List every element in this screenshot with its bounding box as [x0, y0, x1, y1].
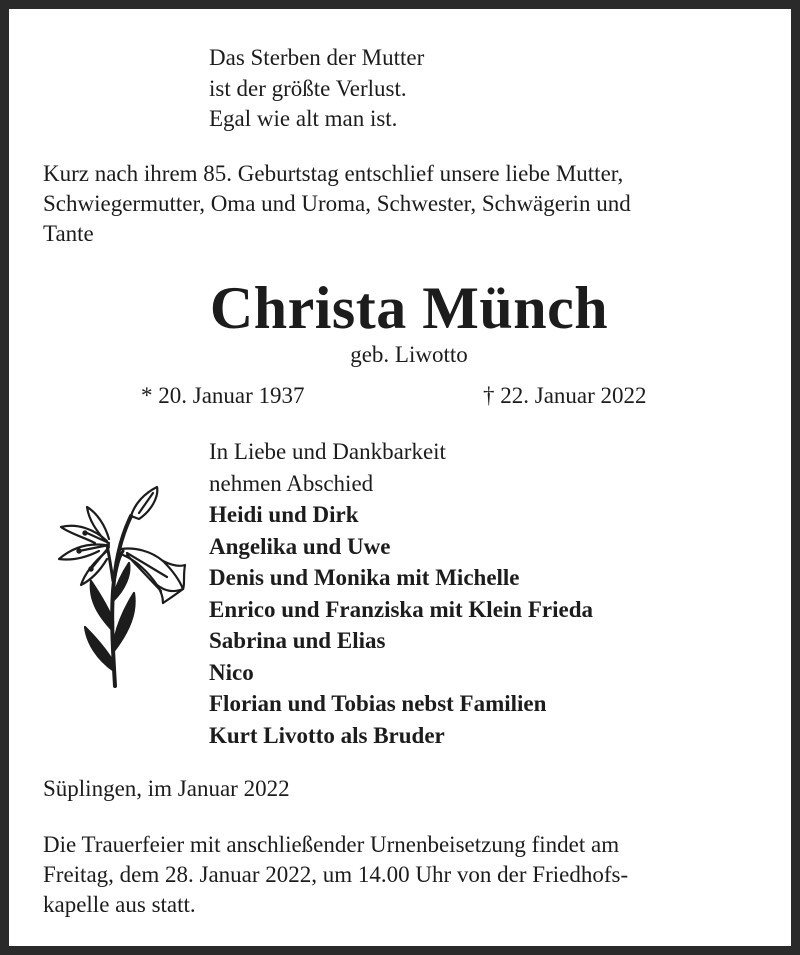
mourner-name: Denis und Monika mit Michelle: [209, 565, 520, 590]
verse-line: Egal wie alt man ist.: [209, 106, 398, 131]
mourner-name: Angelika und Uwe: [209, 533, 391, 559]
verse-line: Das Sterben der Mutter: [209, 45, 425, 70]
intro-line: Kurz nach ihrem 85. Geburtstag entschlief unsere liebe Mutter,: [43, 161, 624, 186]
intro-paragraph: [43, 159, 775, 249]
mourner-name: Enrico und Franziska mit Klein Frieda: [209, 596, 593, 622]
intro-line: Tante: [43, 221, 94, 246]
mourner-name: Sabrina und Elias: [209, 628, 386, 653]
mourners-intro-line: In Liebe und Dankbarkeit: [209, 439, 446, 464]
birth-date: * 20. Januar 1937: [141, 383, 305, 408]
mourners-intro-line: nehmen Abschied: [209, 470, 374, 496]
place-date: Süplingen, im Januar 2022: [43, 776, 290, 801]
deceased-name: Christa Münch: [209, 275, 609, 341]
maiden-name: geb. Liwotto: [350, 342, 468, 367]
mourner-name: Florian und Tobias nebst Familien: [209, 691, 547, 716]
verse-line: ist der größte Verlust.: [209, 75, 407, 101]
funeral-line: Die Trauerfeier mit anschließender Urnenbeisetzung findet am: [43, 832, 620, 857]
lily-flower-icon: [39, 481, 189, 691]
mourner-name: Kurt Livotto als Bruder: [209, 722, 445, 748]
mourners-block: [209, 436, 593, 751]
mourner-name: Nico: [209, 659, 254, 685]
funeral-line: kapelle aus statt.: [43, 892, 196, 917]
funeral-line: Freitag, dem 28. Januar 2022, um 14.00 Uhr von der Friedhofs-: [43, 862, 629, 887]
death-date: † 22. Januar 2022: [483, 383, 647, 408]
mourner-name: Heidi und Dirk: [209, 502, 359, 527]
intro-line: Schwiegermutter, Oma und Uroma, Schwester, Schwägerin und: [43, 191, 631, 216]
funeral-paragraph: [43, 830, 775, 920]
verse: [209, 43, 424, 135]
